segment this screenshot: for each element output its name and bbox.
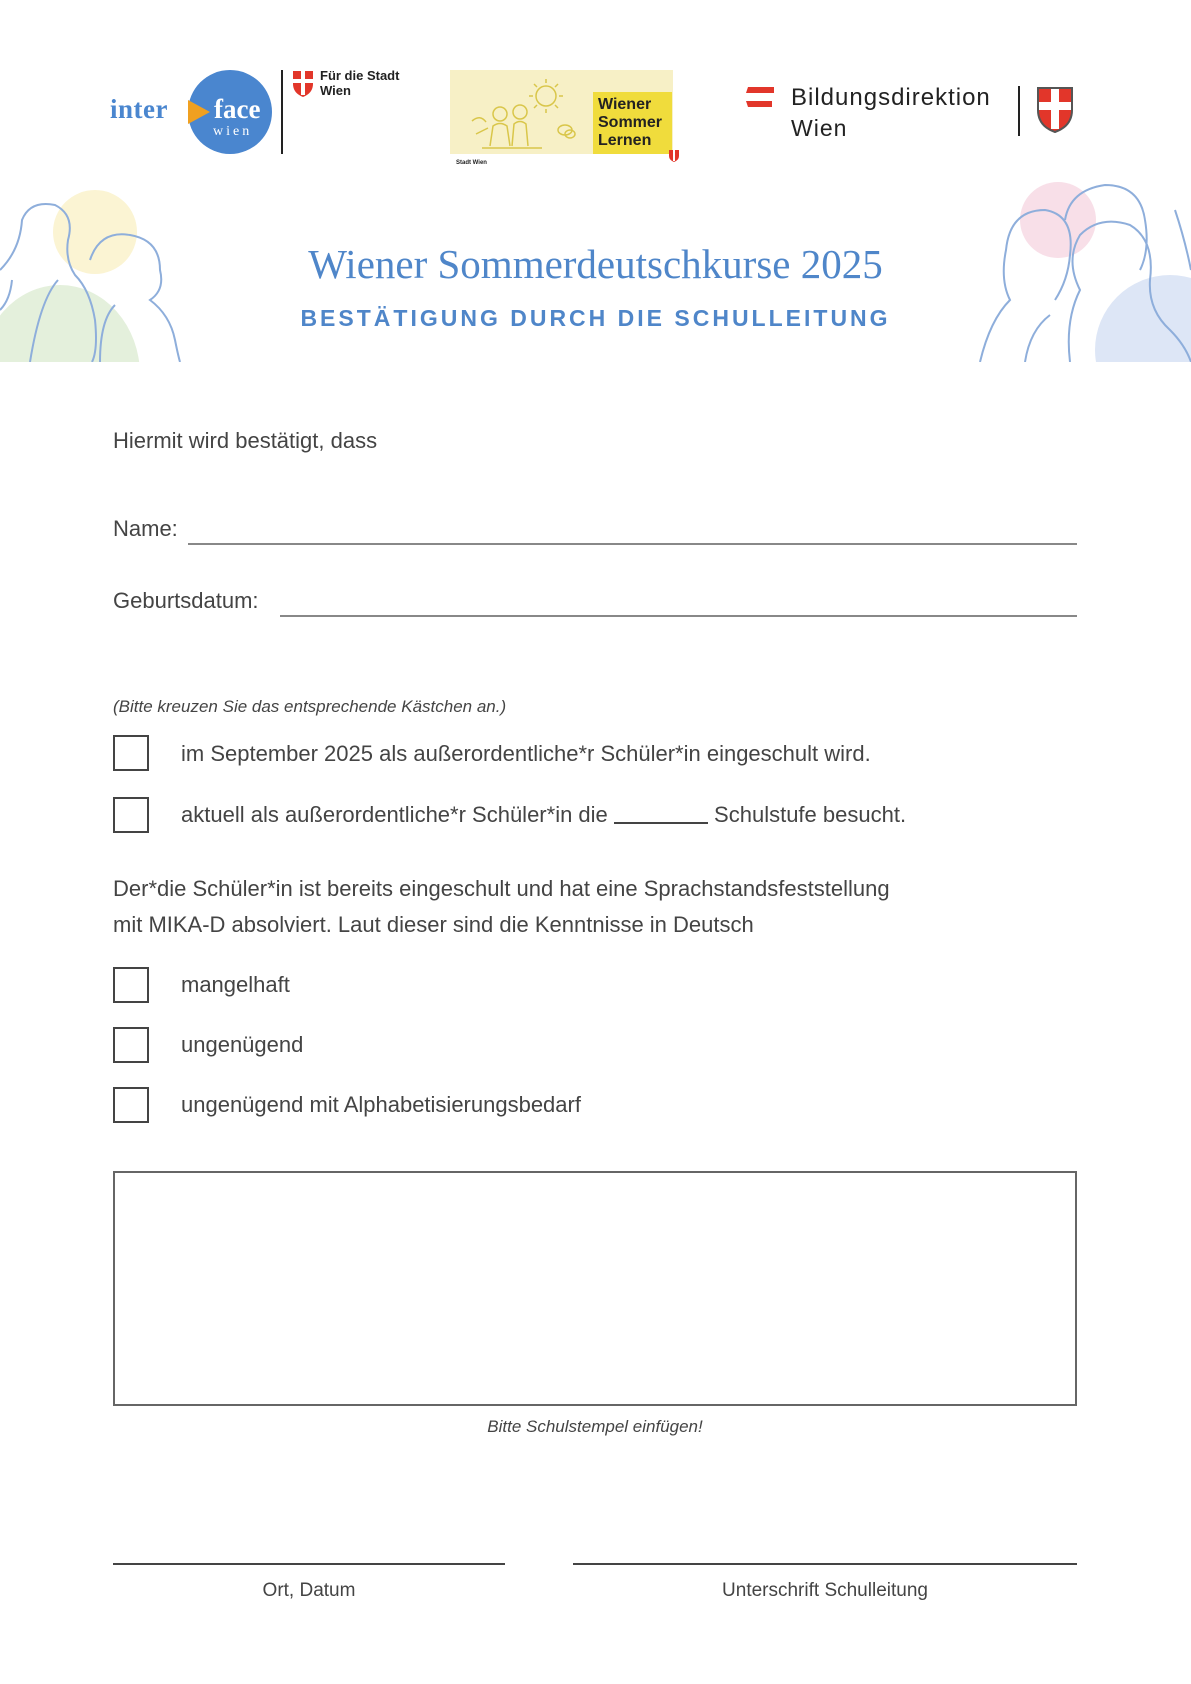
option-mangelhaft: mangelhaft xyxy=(181,972,290,997)
stadt-wien-shield-icon xyxy=(292,70,314,98)
stadt-wien-text: Für die Stadt Wien xyxy=(320,68,400,98)
birthdate-input-line[interactable] xyxy=(280,615,1077,617)
mika-d-paragraph-line2: mit MIKA-D absolviert. Laut dieser sind die Kenntnisse in Deutsch xyxy=(113,912,754,937)
logo-divider xyxy=(281,70,283,154)
checkbox-hint: (Bitte kreuzen Sie das entsprechende Kästchen an.) xyxy=(113,697,507,716)
option-current-grade-before: aktuell als außerordentliche*r Schüler*in die xyxy=(181,802,608,827)
wsl-line-3: Lernen xyxy=(598,132,652,149)
children-illustration-icon xyxy=(462,76,587,151)
intro-text: Hiermit wird bestätigt, dass xyxy=(113,428,378,453)
checkbox-ungenuegend[interactable] xyxy=(113,1027,149,1063)
interface-wien-logo xyxy=(110,68,410,158)
name-label: Name: xyxy=(113,516,178,541)
mika-d-paragraph-line1: Der*die Schüler*in ist bereits eingeschult und hat eine Sprachstandsfeststellung xyxy=(113,876,890,901)
page-title: Wiener Sommerdeutschkurse 2025 xyxy=(308,241,883,287)
wien-coat-of-arms-icon xyxy=(1036,86,1074,134)
wsl-line-2: Sommer xyxy=(598,114,663,131)
wsl-shield-icon xyxy=(669,150,679,162)
checkbox-current-grade[interactable] xyxy=(113,797,149,833)
option-ungenuegend-alphabetisierung: ungenügend mit Alphabetisierungsbedarf xyxy=(181,1092,581,1117)
interface-logo-text-inter: inter xyxy=(110,94,168,124)
option-current-grade xyxy=(181,802,906,828)
grade-blank-field[interactable] xyxy=(614,802,708,824)
school-stamp-box[interactable] xyxy=(113,1171,1077,1406)
signature-line[interactable] xyxy=(573,1563,1077,1565)
birthdate-label: Geburtsdatum: xyxy=(113,588,259,613)
bildungsdirektion-subtitle: Wien xyxy=(791,115,848,141)
option-ungenuegend: ungenügend xyxy=(181,1032,304,1057)
bildungsdirektion-title: Bildungsdirektion xyxy=(791,84,991,111)
interface-logo-text-face: face xyxy=(214,94,261,124)
bildungsdirektion-logo xyxy=(746,80,1076,140)
wsl-small-text: Stadt Wien xyxy=(456,160,487,166)
austria-flag-icon xyxy=(746,86,774,108)
signature-label: Unterschrift Schulleitung xyxy=(722,1580,928,1601)
checkbox-ungenuegend-alphabetisierung[interactable] xyxy=(113,1087,149,1123)
checkbox-mangelhaft[interactable] xyxy=(113,967,149,1003)
option-current-grade-after: Schulstufe besucht. xyxy=(714,802,907,827)
wsl-logo-text xyxy=(598,96,662,150)
place-date-label: Ort, Datum xyxy=(262,1580,356,1601)
checkbox-enrolled-september[interactable] xyxy=(113,735,149,771)
page-subtitle: BESTÄTIGUNG DURCH DIE SCHULLEITUNG xyxy=(300,305,891,331)
place-date-line[interactable] xyxy=(113,1563,505,1565)
wiener-sommer-lernen-logo xyxy=(450,70,680,170)
stamp-hint: Bitte Schulstempel einfügen! xyxy=(487,1417,703,1436)
wsl-line-1: Wiener xyxy=(598,96,652,113)
interface-logo-arrow-icon xyxy=(188,100,210,124)
option-enrolled-september: im September 2025 als außerordentliche*r Schüler*in eingeschult wird. xyxy=(181,741,871,766)
interface-logo-text-wien: wien xyxy=(213,124,253,139)
logo-divider xyxy=(1018,86,1020,136)
name-input-line[interactable] xyxy=(188,543,1077,545)
